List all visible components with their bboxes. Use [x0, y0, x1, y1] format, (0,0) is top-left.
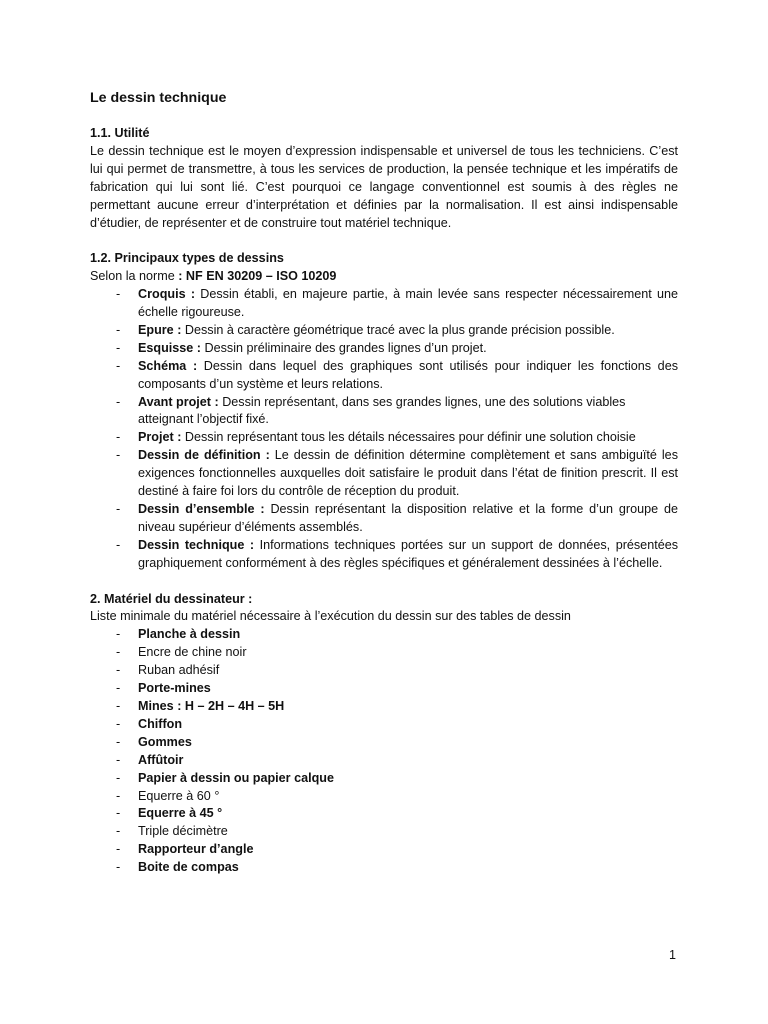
dash-bullet: -	[116, 788, 121, 803]
materiel-item: Planche à dessin	[138, 627, 241, 642]
section-heading-materiel: 2. Matériel du dessinateur :	[90, 591, 253, 606]
dash-bullet: -	[116, 824, 121, 839]
dash-bullet: -	[116, 734, 121, 749]
item-term: Dessin d’ensemble :	[138, 502, 265, 517]
dash-bullet: -	[116, 698, 121, 713]
list-item	[90, 752, 678, 770]
materiel-item: Mines : H – 2H – 4H – 5H	[138, 698, 285, 713]
dash-bullet: -	[116, 645, 121, 660]
materiel-item: Equerre à 60 °	[138, 788, 220, 803]
dash-bullet: -	[116, 663, 121, 678]
dash-bullet: -	[116, 448, 121, 463]
materiel-item: Affûtoir	[138, 752, 184, 767]
list-item	[90, 429, 678, 447]
section-heading-utilite: 1.1. Utilité	[90, 126, 150, 140]
section-utilite	[90, 125, 678, 232]
item-term: Epure :	[138, 322, 182, 337]
item-term: Avant projet :	[138, 394, 219, 409]
spacer	[90, 573, 678, 591]
item-description: Dessin représentant la disposition relative et la forme d’un groupe de niveau supérieur d’éléments assemblés.	[138, 502, 678, 534]
dash-bullet: -	[116, 627, 121, 642]
dash-bullet: -	[116, 770, 121, 785]
list-item	[90, 823, 678, 841]
document-body	[90, 88, 678, 877]
list-item	[90, 340, 678, 358]
dash-bullet: -	[116, 394, 121, 409]
list-item	[90, 501, 678, 537]
dash-bullet: -	[116, 842, 121, 857]
drawing-types-list	[90, 286, 678, 573]
dash-bullet: -	[116, 358, 121, 373]
list-item	[90, 859, 678, 877]
list-item	[90, 841, 678, 859]
item-description: Dessin établi, en majeure partie, à main levée sans respecter nécessairement une échelle rigoureuse.	[138, 287, 679, 320]
list-item	[90, 662, 678, 680]
dash-bullet: -	[116, 752, 121, 767]
list-item	[90, 394, 678, 430]
materiel-intro: Liste minimale du matériel nécessaire à l’exécution du dessin sur des tables de dessin	[90, 609, 571, 624]
materiel-item: Gommes	[138, 734, 192, 749]
page-number: 1	[668, 948, 676, 962]
item-term: Projet :	[138, 430, 182, 445]
utilite-paragraph: Le dessin technique est le moyen d’expression indispensable et universel de tous les techniciens. C’est lui qui permet de transmettre, à tous les services de production, la pensée technique et les impératifs de fabrication qui lui sont lié. C’est pourquoi ce langage conventionnel est soumis à des règles ne permettant aucune erreur d’interprétation et définies par la normalisation. Il est ainsi indispensable d’étudier, de représenter et de construire tout matériel technique.	[90, 143, 678, 230]
list-item	[90, 626, 678, 644]
list-item	[90, 537, 678, 573]
list-item	[90, 286, 678, 322]
materiel-item: Papier à dessin ou papier calque	[138, 770, 334, 785]
list-item	[90, 358, 678, 394]
section-heading-types: 1.2. Principaux types de dessins	[90, 251, 284, 266]
section-materiel	[90, 591, 678, 878]
materiel-item: Ruban adhésif	[138, 663, 220, 678]
dash-bullet: -	[116, 681, 121, 696]
item-description: Dessin préliminaire des grandes lignes d’un projet.	[201, 340, 487, 355]
dash-bullet: -	[116, 502, 121, 517]
item-term: Dessin de définition :	[138, 448, 270, 463]
list-item	[90, 788, 678, 806]
materiel-item: Rapporteur d’angle	[138, 842, 254, 857]
materiel-item: Chiffon	[138, 716, 183, 731]
list-item	[90, 680, 678, 698]
list-item	[90, 716, 678, 734]
document-title: Le dessin technique	[90, 90, 227, 106]
norm-prefix: Selon la norme	[90, 269, 179, 284]
materiel-item: Porte-mines	[138, 681, 211, 696]
list-item	[90, 447, 678, 501]
dash-bullet: -	[116, 430, 121, 445]
list-item	[90, 734, 678, 752]
item-description: Dessin représentant tous les détails nécessaires pour définir une solution choisie	[181, 430, 636, 445]
item-description: Dessin à caractère géométrique tracé avec la plus grande précision possible.	[181, 322, 615, 337]
list-item	[90, 322, 678, 340]
materiel-item: Triple décimètre	[138, 824, 228, 839]
item-term: Croquis :	[138, 287, 196, 302]
list-item	[90, 770, 678, 788]
norm-reference	[90, 268, 678, 286]
dash-bullet: -	[116, 806, 121, 821]
list-item	[90, 698, 678, 716]
item-description: Dessin représentant, dans ses grandes lignes, une des solutions viables atteignant l’objectif fixé.	[138, 394, 626, 427]
materiel-item: Boite de compas	[138, 860, 239, 875]
materiel-list	[90, 626, 678, 877]
materiel-item: Equerre à 45 °	[138, 806, 223, 821]
item-term: Schéma :	[138, 358, 198, 373]
list-item	[90, 805, 678, 823]
dash-bullet: -	[116, 287, 121, 302]
spacer	[90, 232, 678, 250]
item-description: Dessin dans lequel des graphiques sont utilisés pour indiquer les fonctions des composants d’un système et leurs relations.	[138, 358, 678, 391]
materiel-item: Encre de chine noir	[138, 645, 247, 660]
list-item	[90, 644, 678, 662]
item-term: Esquisse :	[138, 340, 201, 355]
norm-value: : NF EN 30209 – ISO 10209	[178, 269, 337, 284]
item-description: Le dessin de définition détermine complètement et sans ambiguïté les exigences fonctionnelles auxquelles doit satisfaire le produit dans l’état de finition prescrit. Il est destiné à faire foi lors du contrôle de réception du produit.	[138, 448, 678, 499]
dash-bullet: -	[116, 340, 121, 355]
item-term: Dessin technique :	[138, 537, 255, 552]
dash-bullet: -	[116, 860, 121, 875]
item-description: Informations techniques portées sur un support de données, présentées graphiquement conformément à des règles spécifiques et généralement dessinées à l’échelle.	[138, 537, 678, 570]
dash-bullet: -	[116, 322, 121, 337]
section-types-dessins	[90, 250, 678, 572]
dash-bullet: -	[116, 537, 121, 552]
dash-bullet: -	[116, 716, 121, 731]
